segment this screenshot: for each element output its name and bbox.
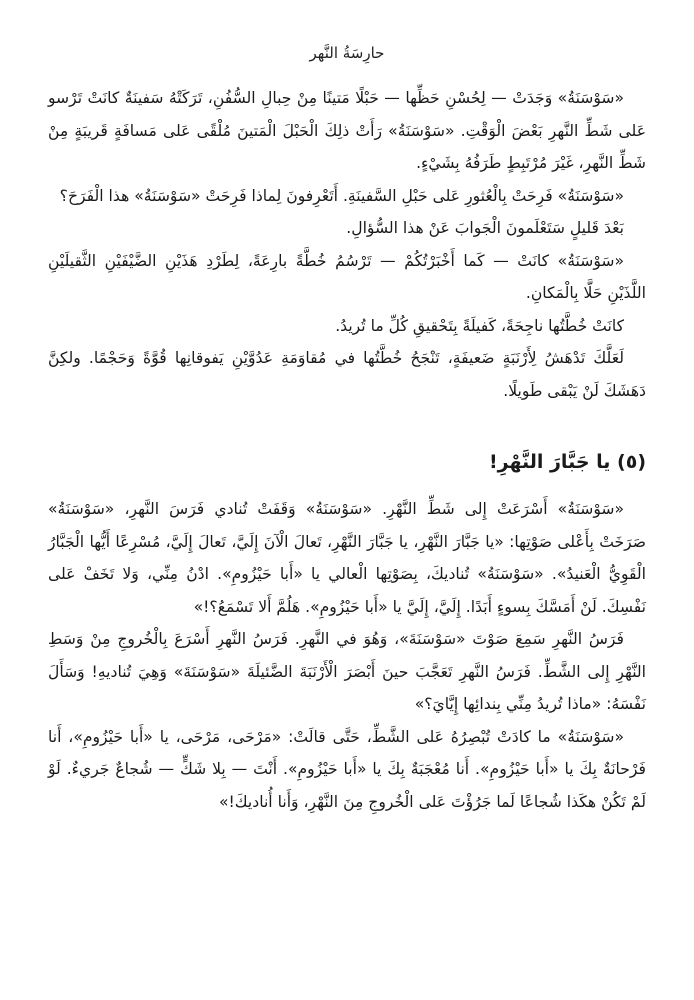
paragraph: «سَوْسَنَةُ» فَرِحَتْ بِالْعُثورِ عَلى حَبْلِ السَّفينَةِ. أَتَعْرِفونَ لِماذا فَرِحَتْ «سَوْسَنَةُ» هذا الْفَرَحَ؟ [59,186,624,205]
paragraph: «سَوْسَنَةُ» ما كادَتْ تُبْصِرُهُ عَلى الشَّطِّ، حَتَّى قالَتْ: «مَرْحَى، مَرْحَى، يا «أَبا حَيْزُومِ»، أَنا فَرْحانَةٌ بِكَ يا «أَبا حَيْزُومِ». أَنا مُعْجَبَةٌ بِكَ يا «أَبا حَيْزُومِ». أَنْتَ — بِلا شَكٍّ — شُجاعٌ جَريءٌ. لَوْ لَمْ تَكُنْ هكَذا شُجاعًا لَما جَرُؤْتَ عَلى الْخُروجِ مِنَ النَّهْرِ، وَأَنا أُناديكَ!» [48,727,646,811]
paragraph: بَعْدَ قَليلٍ سَتَعْلَمونَ الْجَوابَ عَنْ هذا السُّؤالِ. [346,219,624,237]
paragraph: «سَوْسَنَةُ» وَجَدَتْ — لِحُسْنِ حَظِّها — حَبْلًا مَتينًا مِنْ حِبالِ السُّفُنِ، تَرَكَتْهُ سَفينَةٌ كانَتْ تَرْسو عَلى شَطِّ النَّهرِ بَعْضَ الْوَقْتِ. «سَوْسَنَةُ» رَأَتْ ذلِكَ الْحَبْلَ الْمَتينَ مُلْقًى عَلى مَسافَةٍ قَريبَةٍ مِنْ شَطِّ النَّهرِ، غَيْرَ مُرْتَبِطٍ طَرَفُهُ بِشَيْءٍ. [48,89,646,172]
paragraph: لَعَلَّكَ تَدْهَشُ لِأَرْنَبَةٍ ضَعيفَةٍ، تَنْجَحُ خُطَّتُها في مُقاوَمَةِ عَدُوَّيْنِ يَفوقانِها قُوَّةً وَحَجْمًا. ولكِنَّ دَهَشَكَ لَنْ يَبْقى طَويلًا. [48,349,646,400]
paragraph: «سَوْسَنَةُ» كانَتْ — كَما أَخْبَرْتُكُمْ — تَرْسُمُ خُطَّةً بارِعَةً، لِطَرْدِ هَذَيْنِ الضَّيْفَيْنِ الثَّقيلَيْنِ اللَّذَيْنِ حَلَّا بِالْمَكانِ. [48,251,646,302]
paragraph: كانَتْ خُطَّتُها ناجِحَةً، كَفيلَةً بِتَحْقيقِ كُلِّ ما تُريدُ. [335,316,624,335]
paragraph: فَرَسُ النَّهرِ سَمِعَ صَوْتَ «سَوْسَنَةَ»، وَهُوَ في النَّهرِ. فَرَسُ النَّهرِ أَسْرَعَ بِالْخُروجِ مِنْ وَسَطِ النَّهْرِ إِلى الشَّطِّ. فَرَسُ النَّهرِ تَعَجَّبَ حينَ أَبْصَرَ الْأَرْنَبَةَ الضَّئيلَةَ «سَوْسَنَةَ» وَهِيَ تُناديهِ! وَسَأَلَ نَفْسَهُ: «ماذا تُريدُ مِنِّي بِندائِها إِيَّايَ؟» [48,630,646,713]
paragraph: «سَوْسَنَةُ» أَسْرَعَتْ إِلى شَطِّ النَّهْرِ. «سَوْسَنَةُ» وَقَفَتْ تُنادي فَرَسَ النَّهرِ، «سَوْسَنَةُ» صَرَخَتْ بِأَعْلى صَوْتِها: «يا جَبَّارَ النَّهْرِ، يا جَبَّارَ النَّهْرِ، تَعالَ الْآنَ إِلَيَّ، تَعالَ إِلَيَّ، مُسْرِعًا أَيُّها الْجَبَّارُ الْقَوِيُّ الْعَنيدُ». «سَوْسَنَةُ» تُناديكَ، بِصَوْتِها الْعالي يا «أَبا حَيْزُومِ». ادْنُ مِنِّي، وَلا تَخَفْ عَلى نَفْسِكَ. لَنْ أَمَسَّكَ بِسوءٍ أَبَدًا. إِلَيَّ، إِلَيَّ يا «أَبا حَيْزُومِ». هَلُمَّ أَلا تَسْمَعُ؟!» [48,500,646,616]
running-head: حارِسَةُ النَّهر [309,44,385,62]
chapter-title: (٥) يا جَبَّارَ النَّهْرِ! [488,451,646,473]
